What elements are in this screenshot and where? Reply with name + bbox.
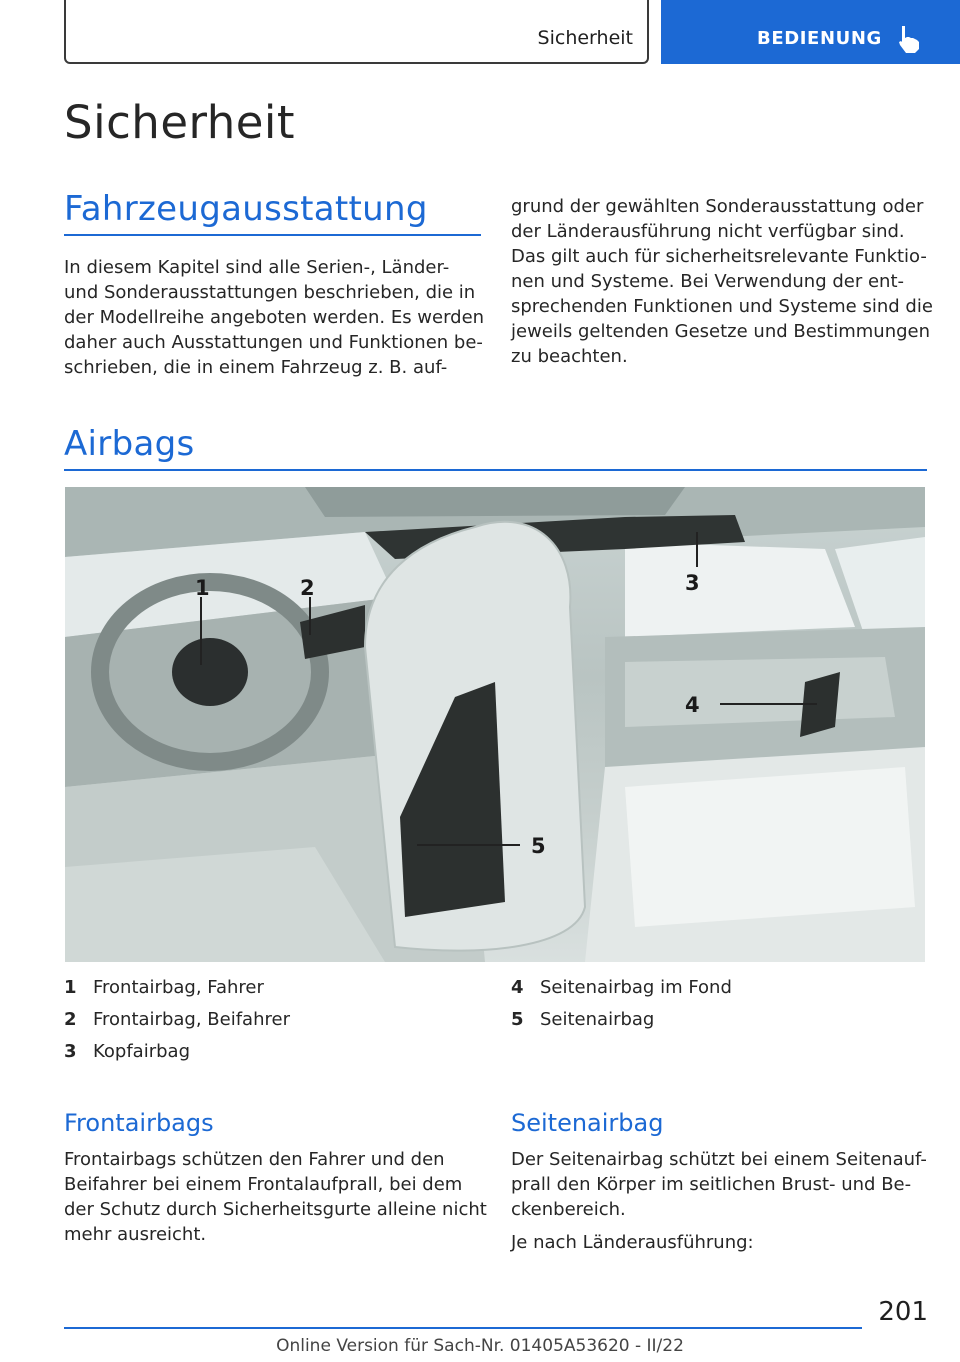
text-line: mehr ausreicht. xyxy=(64,1224,207,1245)
text-line: Frontairbags schützen den Fahrer und den xyxy=(64,1149,445,1170)
frontairbags-text xyxy=(64,1147,487,1247)
legend-number: 4 xyxy=(511,977,524,998)
header-chapter-label: BEDIENUNG xyxy=(757,28,882,49)
header-chapter-tab[interactable] xyxy=(661,0,960,64)
seitenairbag-text xyxy=(511,1147,927,1222)
seitenairbag-note: Je nach Länderausführung: xyxy=(511,1232,754,1253)
text-line: der Länderausführung nicht verfügbar sind. xyxy=(511,221,905,242)
legend-number: 5 xyxy=(511,1009,524,1030)
text-line: der Schutz durch Sicherheitsgurte alleine nicht xyxy=(64,1199,487,1220)
footer-text: Online Version für Sach-Nr. 01405A53620 - II/22 xyxy=(276,1336,684,1356)
text-line: der Modellreihe angeboten werden. Es werden xyxy=(64,307,485,328)
text-line: prall den Körper im seitlichen Brust- und Be- xyxy=(511,1174,912,1195)
text-line: sprechenden Funktionen und Systeme sind die xyxy=(511,296,933,317)
airbag-driver xyxy=(172,638,248,706)
fahrzeug-text-col1 xyxy=(64,255,484,380)
legend-number: 3 xyxy=(64,1041,77,1062)
legend-label: Seitenairbag xyxy=(540,1009,655,1030)
text-line: In diesem Kapitel sind alle Serien-, Länder- xyxy=(64,257,450,278)
callout-5: 5 xyxy=(531,834,546,858)
subsection-title-frontairbags: Frontairbags xyxy=(64,1109,214,1137)
text-line: ckenbereich. xyxy=(511,1199,626,1220)
legend-label: Frontairbag, Beifahrer xyxy=(93,1009,290,1030)
legend-label: Frontairbag, Fahrer xyxy=(93,977,264,998)
text-line: Beifahrer bei einem Frontalaufprall, bei dem xyxy=(64,1174,463,1195)
car-interior-drawing xyxy=(65,487,925,962)
pointing-hand-icon xyxy=(896,24,922,54)
callout-3: 3 xyxy=(685,571,700,595)
section-rule xyxy=(64,234,481,236)
airbag-illustration xyxy=(65,487,925,962)
page-title: Sicherheit xyxy=(64,96,296,149)
subsection-title-seitenairbag: Seitenairbag xyxy=(511,1109,664,1137)
header-section-tab xyxy=(64,0,649,64)
text-line: nen und Systeme. Bei Verwendung der ent- xyxy=(511,271,905,292)
callout-1: 1 xyxy=(195,576,210,600)
legend-label: Seitenairbag im Fond xyxy=(540,977,732,998)
text-line: Der Seitenairbag schützt bei einem Seitenauf- xyxy=(511,1149,927,1170)
legend-number: 1 xyxy=(64,977,77,998)
text-line: jeweils geltenden Gesetze und Bestimmungen xyxy=(511,321,931,342)
callout-2: 2 xyxy=(300,576,315,600)
section-title-airbags: Airbags xyxy=(64,424,195,464)
text-line: grund der gewählten Sonderausstattung oder xyxy=(511,196,924,217)
text-line: und Sonderausstattungen beschrieben, die in xyxy=(64,282,476,303)
section-rule xyxy=(64,469,927,471)
text-line: zu beachten. xyxy=(511,346,628,367)
callout-4: 4 xyxy=(685,693,700,717)
text-line: Das gilt auch für sicherheitsrelevante Funktio- xyxy=(511,246,927,267)
footer-rule xyxy=(64,1327,862,1329)
fahrzeug-text-col2 xyxy=(511,194,933,369)
page-number: 201 xyxy=(878,1297,928,1327)
header-section-label: Sicherheit xyxy=(537,27,633,49)
legend-number: 2 xyxy=(64,1009,77,1030)
text-line: daher auch Ausstattungen und Funktionen be- xyxy=(64,332,483,353)
text-line: schrieben, die in einem Fahrzeug z. B. auf- xyxy=(64,357,448,378)
legend-label: Kopfairbag xyxy=(93,1041,190,1062)
section-title-fahrzeugausstattung: Fahrzeugausstattung xyxy=(64,189,428,229)
